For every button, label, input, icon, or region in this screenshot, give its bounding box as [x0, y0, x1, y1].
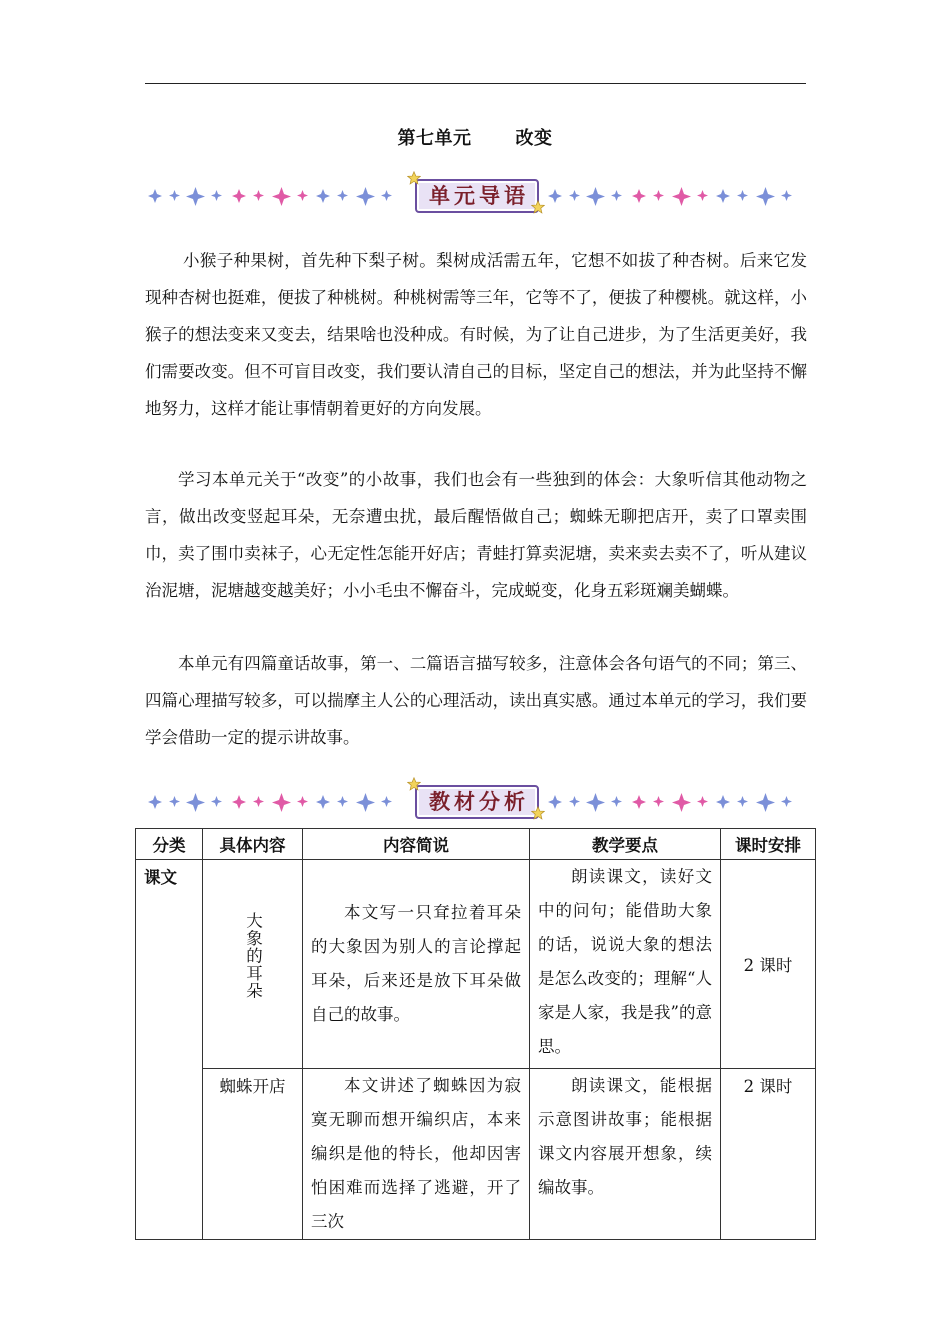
hours-text: 2 课时: [743, 1077, 793, 1096]
content-title: 蜘蛛开店: [219, 1077, 286, 1096]
header-points: 教学要点: [530, 829, 721, 860]
page-title: [0, 124, 950, 150]
points-text: 朗读课文，能根据示意图讲故事；能根据课文内容展开想象，续编故事。: [538, 1076, 712, 1197]
summary-text: 本文讲述了蜘蛛因为寂寞无聊而想开编织店，本来编织是他的特长，他却因害怕困难而选择了逃避，开了三次: [311, 1076, 521, 1231]
content-cell: [203, 860, 303, 1069]
table-row: [136, 860, 816, 1069]
intro-badge: [411, 173, 541, 213]
intro-paragraph-1: 小猴子种果树，首先种下梨子树。梨树成活需五年，它想不如拔了种杏树。后来它发现种杏树也挺难，便拔了种桃树。种桃树需等三年，它等不了，便拔了种樱桃。就这样，小猴子的想法变来又变去，结果啥也没种成。有时候，为了让自己进步，为了生活更美好，我们需要改变。但不可盲目改变，我们要认清自己的目标，坚定自己的想法，并为此坚持不懈地努力，这样才能让事情朝着更好的方向发展。: [145, 251, 807, 418]
analysis-badge: [411, 779, 541, 819]
points-cell: [530, 860, 721, 1069]
category-cell: 课文: [136, 860, 203, 1240]
unit-name: 改变: [515, 128, 553, 149]
summary-cell: [303, 860, 530, 1069]
hours-cell: [721, 1069, 816, 1240]
analysis-table: [135, 828, 816, 1240]
analysis-badge-label: 教材分析: [429, 790, 529, 814]
hours-cell: [721, 860, 816, 1069]
content-cell: [203, 1069, 303, 1240]
intro-paragraph-3: 本单元有四篇童话故事，第一、二篇语言描写较多，注意体会各句语气的不同；第三、四篇心理描写较多，可以揣摩主人公的心理活动，读出真实感。通过本单元的学习，我们要学会借助一定的提示讲故事。: [145, 654, 807, 747]
header-hours: 课时安排: [721, 829, 816, 860]
points-cell: [530, 1069, 721, 1240]
intro-badge-label: 单元导语: [429, 184, 529, 208]
unit-number: 第七单元: [397, 128, 472, 149]
intro-paragraph-2: 学习本单元关于“改变”的小故事，我们也会有一些独到的体会：大象听信其他动物之言，做出改变竖起耳朵，无奈遭虫扰，最后醒悟做自己；蜘蛛无聊把店开，卖了口罩卖围巾，卖了围巾卖袜子，心无定性怎能开好店；青蛙打算卖泥塘，卖来卖去卖不了，听从建议治泥塘，泥塘越变越美好；小小毛虫不懈奋斗，完成蜕变，化身五彩斑斓美蝴蝶。: [145, 470, 807, 600]
header-content: 具体内容: [203, 829, 303, 860]
star-icon: [407, 171, 421, 185]
intro-banner: [145, 172, 806, 216]
points-text: 朗读课文，读好文中的问句；能借助大象的话，说说大象的想法是怎么改变的；理解“人家是人家，我是我”的意思。: [538, 867, 712, 1056]
table-row: [136, 1069, 816, 1240]
header-category: 分类: [136, 829, 203, 860]
summary-cell: [303, 1069, 530, 1240]
content-title-vertical: 大象的耳朵: [243, 912, 263, 1000]
top-rule: [145, 83, 806, 84]
table-header-row: [136, 829, 816, 860]
header-summary: 内容简说: [303, 829, 530, 860]
star-icon: [531, 806, 545, 820]
star-icon: [407, 777, 421, 791]
analysis-banner: [145, 778, 806, 822]
star-icon: [531, 200, 545, 214]
hours-text: 2 课时: [743, 956, 793, 975]
summary-text: 本文写一只耷拉着耳朵的大象因为别人的言论撑起耳朵，后来还是放下耳朵做自己的故事。: [311, 903, 521, 1024]
